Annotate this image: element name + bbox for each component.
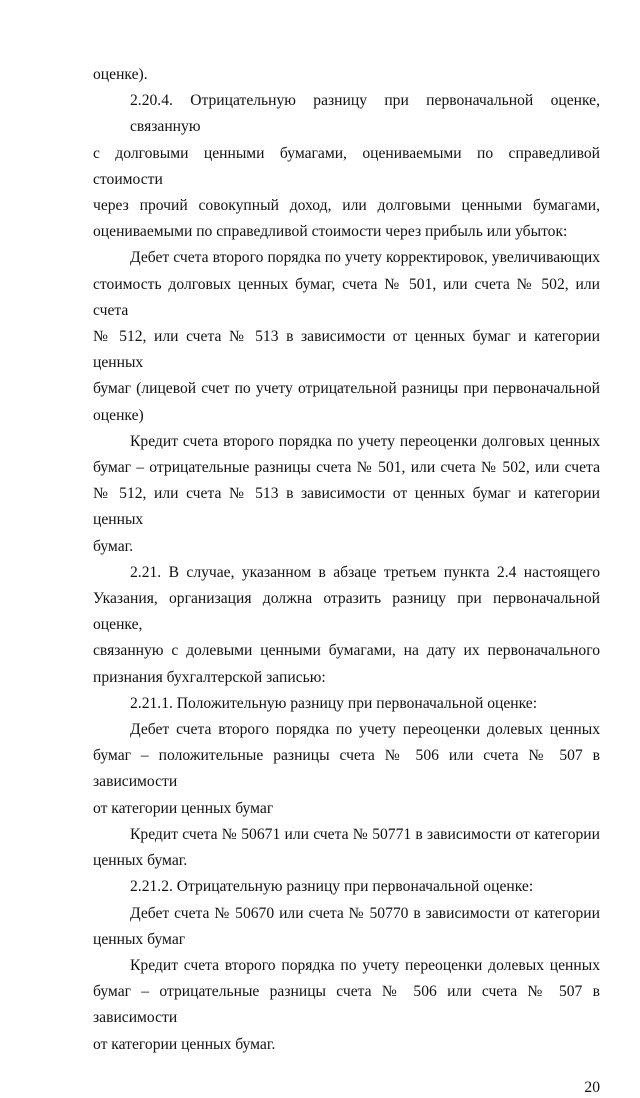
text-line: бумаг – отрицательные разницы счета № 506 или счета № 507 в зависимости bbox=[93, 983, 600, 1027]
text-line: Указания, организация должна отразить разницу при первоначальной оценке, bbox=[93, 590, 600, 634]
paragraph bbox=[93, 245, 600, 428]
text-line: бумаг. bbox=[93, 537, 134, 555]
text-line: Дебет счета № 50670 или счета № 50770 в зависимости от категории bbox=[130, 904, 600, 922]
text-line: ценных бумаг bbox=[93, 930, 186, 948]
text-line: от категории ценных бумаг. bbox=[93, 1035, 276, 1053]
text-line: 2.21.1. Положительную разницу при первоначальной оценке: bbox=[130, 694, 538, 712]
paragraph bbox=[93, 560, 600, 691]
paragraph bbox=[93, 953, 600, 1058]
text-line: бумаг (лицевой счет по учету отрицательной разницы при первоначальной bbox=[93, 380, 600, 398]
text-line: 2.21.2. Отрицательную разницу при первоначальной оценке: bbox=[130, 878, 534, 896]
text-line: оценке). bbox=[93, 66, 148, 83]
text-line: 2.20.4. Отрицательную разницу при первоначальной оценке, связанную bbox=[130, 92, 600, 136]
text-line: бумаг – положительные разницы счета № 506 или счета № 507 в зависимости bbox=[93, 747, 600, 791]
text-line: связанную с долевыми ценными бумагами, на дату их первоначального bbox=[93, 642, 600, 660]
text-line: Дебет счета второго порядка по учету переоценки долевых ценных bbox=[130, 721, 600, 739]
text-line: ценных бумаг. bbox=[93, 852, 188, 870]
paragraph bbox=[93, 62, 600, 88]
document-body bbox=[93, 62, 600, 1058]
text-line: Кредит счета второго порядка по учету переоценки долговых ценных bbox=[130, 432, 600, 450]
text-line: № 512, или счета № 513 в зависимости от ценных бумаг и категории ценных bbox=[93, 485, 600, 529]
text-line: стоимость долговых ценных бумаг, счета № 501, или счета № 502, или счета bbox=[93, 275, 600, 319]
paragraph bbox=[93, 429, 600, 560]
text-line: Дебет счета второго порядка по учету корректировок, увеличивающих bbox=[130, 249, 600, 267]
text-line: от категории ценных бумаг bbox=[93, 799, 274, 817]
paragraph bbox=[93, 691, 600, 717]
text-line: Кредит счета № 50671 или счета № 50771 в зависимости от категории bbox=[130, 825, 600, 843]
text-line: оцениваемыми по справедливой стоимости через прибыль или убыток: bbox=[93, 223, 568, 241]
paragraph bbox=[93, 874, 600, 900]
paragraph bbox=[93, 717, 600, 822]
text-line: № 512, или счета № 513 в зависимости от ценных бумаг и категории ценных bbox=[93, 328, 600, 372]
text-line: с долговыми ценными бумагами, оцениваемыми по справедливой стоимости bbox=[93, 144, 600, 188]
text-line: через прочий совокупный доход, или долговыми ценными бумагами, bbox=[93, 197, 600, 215]
text-line: признания бухгалтерской записью: bbox=[93, 668, 326, 686]
text-line: Кредит счета второго порядка по учету переоценки долевых ценных bbox=[130, 956, 600, 974]
text-line: бумаг – отрицательные разницы счета № 501, или счета № 502, или счета bbox=[93, 459, 600, 477]
paragraph bbox=[93, 88, 600, 245]
paragraph bbox=[93, 822, 600, 874]
text-line: оценке) bbox=[93, 406, 144, 424]
paragraph bbox=[93, 901, 600, 953]
page-number: 20 bbox=[584, 1078, 600, 1096]
text-line: 2.21. В случае, указанном в абзаце третьем пункта 2.4 настоящего bbox=[130, 563, 600, 581]
